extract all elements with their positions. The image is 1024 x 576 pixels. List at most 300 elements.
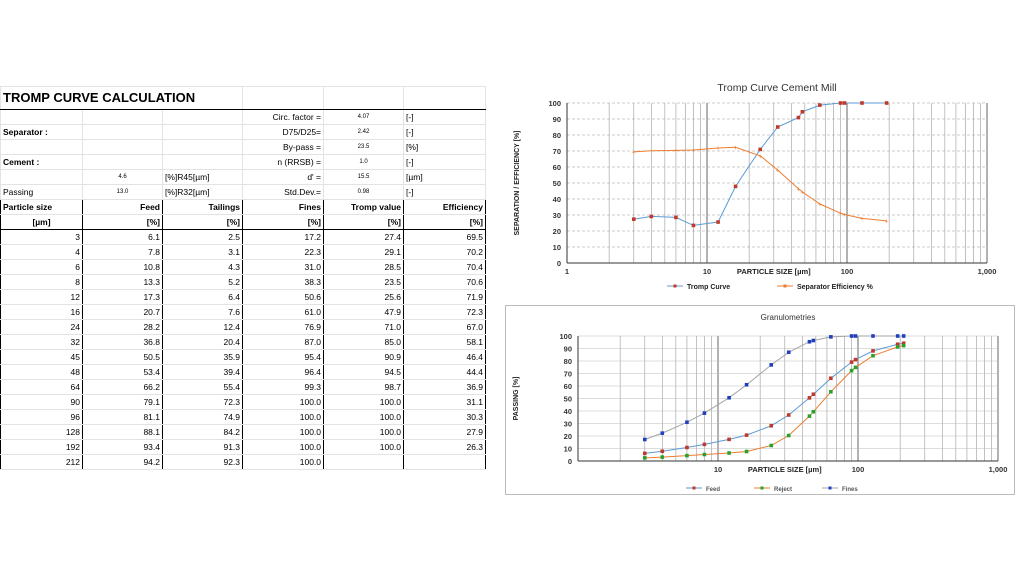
data-point: + <box>884 218 889 226</box>
data-cell: 100.0 <box>324 410 404 425</box>
data-cell: 6 <box>1 260 83 275</box>
param-label: Std.Dev.= <box>243 185 324 200</box>
column-header: Particle size <box>1 200 83 215</box>
data-point <box>745 450 749 454</box>
y-tick-label: 20 <box>563 432 572 441</box>
column-unit: [%] <box>163 215 243 230</box>
data-cell: 27.4 <box>324 230 404 245</box>
granulometries-chart <box>505 305 1015 495</box>
data-cell: 98.7 <box>324 380 404 395</box>
param-value: 2.42 <box>324 125 404 140</box>
legend-marker <box>761 487 764 490</box>
data-cell: 36.9 <box>404 380 486 395</box>
cell <box>83 140 163 155</box>
data-cell: 5.2 <box>163 275 243 290</box>
data-cell: 29.1 <box>324 245 404 260</box>
y-tick-label: 10 <box>563 444 572 454</box>
data-cell: 88.1 <box>83 425 163 440</box>
data-cell: 28.2 <box>83 320 163 335</box>
table-row <box>1 260 486 275</box>
cell <box>163 140 243 155</box>
data-cell: 100.0 <box>324 425 404 440</box>
data-cell: 20.4 <box>163 335 243 350</box>
y-tick-label: 50 <box>563 394 572 404</box>
calculation-table <box>0 86 486 470</box>
data-cell: 35.9 <box>163 350 243 365</box>
data-cell: 17.2 <box>243 230 324 245</box>
data-point <box>787 413 791 417</box>
x-tick-label: 10 <box>713 465 723 474</box>
column-unit: [%] <box>404 215 486 230</box>
data-point <box>776 125 780 129</box>
data-cell: 128 <box>1 425 83 440</box>
data-cell: 69.5 <box>404 230 486 245</box>
param-value: 15.5 <box>324 170 404 185</box>
data-point <box>850 334 854 338</box>
tromp-calculation-sheet <box>0 86 485 496</box>
data-cell: 71.9 <box>404 290 486 305</box>
data-cell: 70.6 <box>404 275 486 290</box>
data-point <box>716 220 720 224</box>
data-point <box>727 396 731 400</box>
data-point <box>818 103 822 107</box>
data-cell: 6.4 <box>163 290 243 305</box>
param-value: 23.5 <box>324 140 404 155</box>
x-tick-label: 1 <box>564 267 570 276</box>
data-cell: 30.3 <box>404 410 486 425</box>
cell <box>83 155 163 170</box>
legend-marker <box>693 487 696 490</box>
column-unit: [%] <box>324 215 404 230</box>
r45-value: 4.6 <box>83 170 163 185</box>
cell <box>163 155 243 170</box>
data-point: + <box>859 215 865 223</box>
data-cell: 6.1 <box>83 230 163 245</box>
y-axis-label: PASSING [%] <box>513 376 520 421</box>
granulometries-svg <box>506 306 1014 494</box>
data-point <box>703 411 707 415</box>
data-point <box>812 392 816 396</box>
y-tick-label: 60 <box>563 382 572 391</box>
data-point: + <box>817 201 822 209</box>
data-cell: 100.0 <box>243 425 324 440</box>
tromp-curve-svg <box>505 82 1015 292</box>
y-tick-label: 20 <box>552 227 561 236</box>
y-axis-label: SEPARATION / EFFICIENCY [%] <box>514 130 521 236</box>
data-point <box>871 349 875 353</box>
table-row <box>1 455 486 470</box>
data-cell: 45 <box>1 350 83 365</box>
data-cell: 28.5 <box>324 260 404 275</box>
data-cell: 100.0 <box>243 410 324 425</box>
data-cell: 12 <box>1 290 83 305</box>
x-tick-label: 100 <box>840 267 854 276</box>
data-point <box>685 454 689 458</box>
data-cell: 61.0 <box>243 305 324 320</box>
x-tick-label: 10 <box>702 267 712 276</box>
x-tick-label: 100 <box>851 465 865 474</box>
column-header: Efficiency <box>404 200 486 215</box>
table-row <box>1 230 486 245</box>
series-line-0 <box>631 103 887 225</box>
table-row <box>1 380 486 395</box>
data-cell: 2.5 <box>163 230 243 245</box>
table-row <box>1 245 486 260</box>
x-axis-label: PARTICLE SIZE [µm] <box>747 465 822 474</box>
data-cell: 50.6 <box>243 290 324 305</box>
legend-label: Feed <box>706 487 721 493</box>
data-cell: 31.0 <box>243 260 324 275</box>
row-label: Passing <box>1 185 83 200</box>
y-tick-label: 70 <box>552 147 561 156</box>
data-point <box>843 101 847 105</box>
column-header: Feed <box>83 200 163 215</box>
x-axis-label: PARTICLE SIZE [µm] <box>736 267 811 276</box>
legend-label: Separator Efficiency % <box>797 284 873 291</box>
data-cell: 31.1 <box>404 395 486 410</box>
data-cell: 100.0 <box>324 395 404 410</box>
data-point <box>829 390 833 394</box>
table-row <box>1 440 486 455</box>
param-unit: [-] <box>404 125 486 140</box>
data-point <box>660 431 664 435</box>
y-tick-label: 0 <box>556 259 561 268</box>
data-cell: 32 <box>1 335 83 350</box>
data-cell: 70.4 <box>404 260 486 275</box>
data-point <box>885 101 889 105</box>
data-cell: 94.5 <box>324 365 404 380</box>
y-tick-label: 30 <box>552 211 561 220</box>
data-cell: 91.3 <box>163 440 243 455</box>
data-point: + <box>838 210 843 218</box>
data-point <box>685 446 689 450</box>
data-point <box>829 335 833 339</box>
table-row <box>1 425 486 440</box>
table-row <box>1 125 486 140</box>
data-point: + <box>800 189 805 197</box>
param-value: 4.07 <box>324 110 404 125</box>
table-row <box>1 275 486 290</box>
data-cell: 53.4 <box>83 365 163 380</box>
data-cell: 90.9 <box>324 350 404 365</box>
data-cell: 94.2 <box>83 455 163 470</box>
data-cell: 96.4 <box>243 365 324 380</box>
data-point <box>727 451 731 455</box>
table-row <box>1 110 486 125</box>
data-point <box>896 334 900 338</box>
data-point <box>660 449 664 453</box>
table-row <box>1 140 486 155</box>
cell <box>83 125 163 140</box>
legend-marker <box>829 487 832 490</box>
data-cell: 85.0 <box>324 335 404 350</box>
data-point <box>839 101 843 105</box>
data-point <box>854 358 858 362</box>
data-cell: 8 <box>1 275 83 290</box>
data-cell: 92.3 <box>163 455 243 470</box>
table-row <box>1 335 486 350</box>
data-point <box>758 148 762 152</box>
data-cell: 66.2 <box>83 380 163 395</box>
param-label: By-pass = <box>243 140 324 155</box>
data-cell: 7.6 <box>163 305 243 320</box>
data-cell: 3 <box>1 230 83 245</box>
data-point <box>860 101 864 105</box>
data-point <box>745 383 749 387</box>
legend-label: Reject <box>774 487 793 493</box>
y-tick-label: 30 <box>563 419 572 429</box>
data-point: + <box>673 147 678 155</box>
r32-value: 13.0 <box>83 185 163 200</box>
data-point: + <box>631 149 636 157</box>
tromp-curve-chart <box>505 82 1015 292</box>
data-point: + <box>691 147 696 155</box>
table-row <box>1 320 486 335</box>
data-cell: 20.7 <box>83 305 163 320</box>
data-point: + <box>733 144 738 152</box>
param-value: 1.0 <box>324 155 404 170</box>
table-row <box>1 350 486 365</box>
column-unit: [%] <box>243 215 324 230</box>
data-point <box>769 424 773 428</box>
y-tick-label: 80 <box>552 131 561 140</box>
table-row <box>1 200 486 215</box>
data-cell: 27.9 <box>404 425 486 440</box>
param-label: Circ. factor = <box>243 110 324 125</box>
data-point: + <box>775 167 780 175</box>
data-cell: 16 <box>1 305 83 320</box>
chart-title: Granulometries <box>760 313 816 322</box>
data-point <box>649 215 653 219</box>
data-point <box>829 376 833 380</box>
table-row <box>1 215 486 230</box>
column-header: Fines <box>243 200 324 215</box>
legend-marker <box>784 285 787 288</box>
table-row <box>1 290 486 305</box>
data-cell: 50.5 <box>83 350 163 365</box>
cell <box>1 170 83 185</box>
param-unit: [-] <box>404 185 486 200</box>
data-point <box>854 366 858 370</box>
param-label: D75/D25= <box>243 125 324 140</box>
param-label: d' = <box>243 170 324 185</box>
data-point: + <box>842 212 847 220</box>
cell <box>243 87 324 110</box>
data-cell: 76.9 <box>243 320 324 335</box>
data-cell: 71.0 <box>324 320 404 335</box>
y-tick-label: 90 <box>563 344 572 354</box>
data-cell: 90 <box>1 395 83 410</box>
table-row <box>1 155 486 170</box>
data-point <box>797 116 801 120</box>
data-point <box>692 224 696 228</box>
data-point <box>643 456 647 460</box>
column-unit: [µm] <box>1 215 83 230</box>
data-cell: 64 <box>1 380 83 395</box>
y-tick-label: 80 <box>563 357 572 366</box>
data-point <box>808 340 812 344</box>
data-point <box>854 334 858 338</box>
data-point <box>801 110 805 114</box>
data-cell: 39.4 <box>163 365 243 380</box>
y-tick-label: 60 <box>552 163 561 172</box>
data-cell: 22.3 <box>243 245 324 260</box>
data-point: + <box>716 145 721 153</box>
data-point <box>812 339 816 343</box>
data-point <box>703 453 707 457</box>
data-cell: 72.3 <box>163 395 243 410</box>
y-tick-label: 100 <box>559 332 572 341</box>
cell <box>163 125 243 140</box>
data-cell: 100.0 <box>243 395 324 410</box>
data-cell <box>404 455 486 470</box>
data-cell: 93.4 <box>83 440 163 455</box>
row-label: Separator : <box>1 125 83 140</box>
r32-label: [%]R32[µm] <box>163 185 243 200</box>
data-point <box>769 444 773 448</box>
data-cell: 95.4 <box>243 350 324 365</box>
legend-label: Fines <box>842 487 858 493</box>
data-cell: 47.9 <box>324 305 404 320</box>
cell <box>324 87 404 110</box>
data-cell: 58.1 <box>404 335 486 350</box>
cell <box>1 110 83 125</box>
data-point <box>871 354 875 358</box>
data-cell: 55.4 <box>163 380 243 395</box>
y-tick-label: 0 <box>567 457 572 466</box>
data-cell: 13.3 <box>83 275 163 290</box>
data-point <box>850 360 854 364</box>
data-cell: 12.4 <box>163 320 243 335</box>
data-point <box>808 414 812 418</box>
data-cell <box>324 455 404 470</box>
table-row <box>1 395 486 410</box>
row-label: Cement : <box>1 155 83 170</box>
data-point <box>734 185 738 189</box>
data-cell: 24 <box>1 320 83 335</box>
data-cell: 46.4 <box>404 350 486 365</box>
param-unit: [-] <box>404 110 486 125</box>
data-point <box>808 396 812 400</box>
data-cell: 81.1 <box>83 410 163 425</box>
y-tick-label: 90 <box>552 115 561 124</box>
data-point <box>643 452 647 456</box>
data-point <box>871 334 875 338</box>
data-cell: 96 <box>1 410 83 425</box>
table-row <box>1 185 486 200</box>
chart-title: Tromp Curve Cement Mill <box>717 82 837 94</box>
param-label: n (RRSB) = <box>243 155 324 170</box>
data-point <box>787 350 791 354</box>
cell <box>1 140 83 155</box>
cell <box>163 110 243 125</box>
data-cell: 10.8 <box>83 260 163 275</box>
y-tick-label: 50 <box>552 179 561 188</box>
cell <box>83 110 163 125</box>
data-point <box>745 433 749 437</box>
cell <box>404 87 486 110</box>
r45-label: [%]R45[µm] <box>163 170 243 185</box>
x-tick-label: 1,000 <box>988 465 1008 474</box>
legend-marker <box>674 285 677 288</box>
data-point <box>787 434 791 438</box>
table-row <box>1 305 486 320</box>
data-point <box>685 420 689 424</box>
data-cell: 17.3 <box>83 290 163 305</box>
data-cell: 74.9 <box>163 410 243 425</box>
data-point <box>727 438 731 442</box>
data-point <box>643 438 647 442</box>
param-unit: [µm] <box>404 170 486 185</box>
data-point: + <box>796 186 801 194</box>
data-point: + <box>758 153 763 161</box>
data-cell: 100.0 <box>324 440 404 455</box>
column-header: Tromp value <box>324 200 404 215</box>
y-tick-label: 40 <box>563 407 572 416</box>
table-row <box>1 410 486 425</box>
data-point <box>769 363 773 367</box>
data-point <box>850 369 854 373</box>
y-tick-label: 70 <box>563 369 572 379</box>
data-cell: 99.3 <box>243 380 324 395</box>
data-cell: 212 <box>1 455 83 470</box>
data-cell: 25.6 <box>324 290 404 305</box>
param-unit: [%] <box>404 140 486 155</box>
data-cell: 87.0 <box>243 335 324 350</box>
data-point <box>812 410 816 414</box>
data-cell: 67.0 <box>404 320 486 335</box>
data-cell: 72.3 <box>404 305 486 320</box>
data-cell: 3.1 <box>163 245 243 260</box>
data-point <box>703 443 707 447</box>
data-cell: 100.0 <box>243 455 324 470</box>
data-cell: 79.1 <box>83 395 163 410</box>
data-cell: 36.8 <box>83 335 163 350</box>
table-row <box>1 365 486 380</box>
table-row <box>1 87 486 110</box>
data-cell: 26.3 <box>404 440 486 455</box>
data-cell: 44.4 <box>404 365 486 380</box>
x-tick-label: 1,000 <box>977 267 997 276</box>
data-cell: 70.2 <box>404 245 486 260</box>
data-point: + <box>649 148 654 156</box>
column-header: Tailings <box>163 200 243 215</box>
data-point <box>902 344 906 348</box>
param-value: 0.98 <box>324 185 404 200</box>
y-tick-label: 100 <box>548 99 561 108</box>
data-cell: 192 <box>1 440 83 455</box>
data-point <box>902 334 906 338</box>
y-tick-label: 40 <box>552 195 561 204</box>
data-cell: 48 <box>1 365 83 380</box>
data-cell: 7.8 <box>83 245 163 260</box>
data-point <box>674 216 678 220</box>
data-cell: 23.5 <box>324 275 404 290</box>
data-cell: 38.3 <box>243 275 324 290</box>
data-point <box>632 217 636 221</box>
data-cell: 84.2 <box>163 425 243 440</box>
data-point <box>660 455 664 459</box>
y-tick-label: 10 <box>552 243 561 252</box>
legend-label: Tromp Curve <box>687 284 731 291</box>
data-point <box>896 345 900 349</box>
data-cell: 4.3 <box>163 260 243 275</box>
data-cell: 100.0 <box>243 440 324 455</box>
column-unit: [%] <box>83 215 163 230</box>
sheet-title: TROMP CURVE CALCULATION <box>1 87 243 110</box>
data-cell: 4 <box>1 245 83 260</box>
param-unit: [-] <box>404 155 486 170</box>
